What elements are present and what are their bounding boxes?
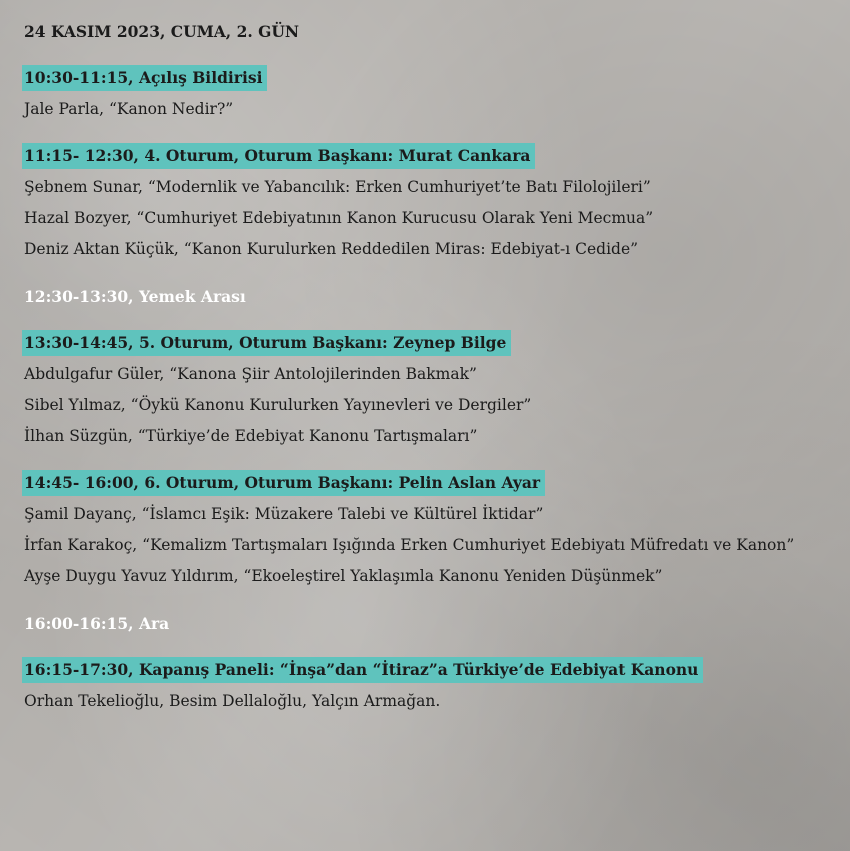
- speaker-line: Hazal Bozyer, “Cumhuriyet Edebiyatının Kanon Kurucusu Olarak Yeni Mecmua”: [24, 209, 654, 227]
- session-title: 16:15-17:30, Kapanış Paneli: “İnşa”dan “İtiraz”a Türkiye’de Edebiyat Kanonu: [22, 657, 703, 683]
- date-header: 24 KASIM 2023, CUMA, 2. GÜN: [24, 22, 300, 41]
- speaker-line: Abdulgafur Güler, “Kanona Şiir Antolojilerinden Bakmak”: [24, 365, 477, 383]
- session-title: 13:30-14:45, 5. Oturum, Oturum Başkanı: Zeynep Bilge: [22, 330, 511, 356]
- closing-panel: [24, 655, 832, 717]
- speaker-line: Sibel Yılmaz, “Öykü Kanonu Kurulurken Yayınevleri ve Dergiler”: [24, 396, 532, 414]
- session-title: 11:15- 12:30, 4. Oturum, Oturum Başkanı: Murat Cankara: [22, 143, 535, 169]
- speaker-line: Orhan Tekelioğlu, Besim Dellaloğlu, Yalçın Armağan.: [24, 692, 441, 710]
- speaker-line: İrfan Karakoç, “Kemalizm Tartışmaları Işığında Erken Cumhuriyet Edebiyatı Müfredatı ve Kanon”: [24, 536, 795, 554]
- speaker-line: İlhan Süzgün, “Türkiye’de Edebiyat Kanonu Tartışmaları”: [24, 427, 478, 445]
- program-document: [24, 16, 832, 717]
- session-6: [24, 468, 832, 592]
- session-opening: [24, 63, 832, 125]
- coffee-break: 16:00-16:15, Ara: [24, 614, 170, 633]
- session-5: [24, 328, 832, 452]
- session-4: [24, 141, 832, 265]
- speaker-line: Şamil Dayanç, “İslamcı Eşik: Müzakere Talebi ve Kültürel İktidar”: [24, 505, 544, 523]
- speaker-line: Şebnem Sunar, “Modernlik ve Yabancılık: Erken Cumhuriyet’te Batı Filolojileri”: [24, 178, 651, 196]
- session-title: 10:30-11:15, Açılış Bildirisi: [22, 65, 267, 91]
- speaker-line: Ayşe Duygu Yavuz Yıldırım, “Ekoeleştirel Yaklaşımla Kanonu Yeniden Düşünmek”: [24, 567, 663, 585]
- speaker-line: Deniz Aktan Küçük, “Kanon Kurulurken Reddedilen Miras: Edebiyat-ı Cedide”: [24, 240, 639, 258]
- lunch-break: 12:30-13:30, Yemek Arası: [24, 287, 246, 306]
- speaker-line: Jale Parla, “Kanon Nedir?”: [24, 100, 234, 118]
- session-title: 14:45- 16:00, 6. Oturum, Oturum Başkanı: Pelin Aslan Ayar: [22, 470, 545, 496]
